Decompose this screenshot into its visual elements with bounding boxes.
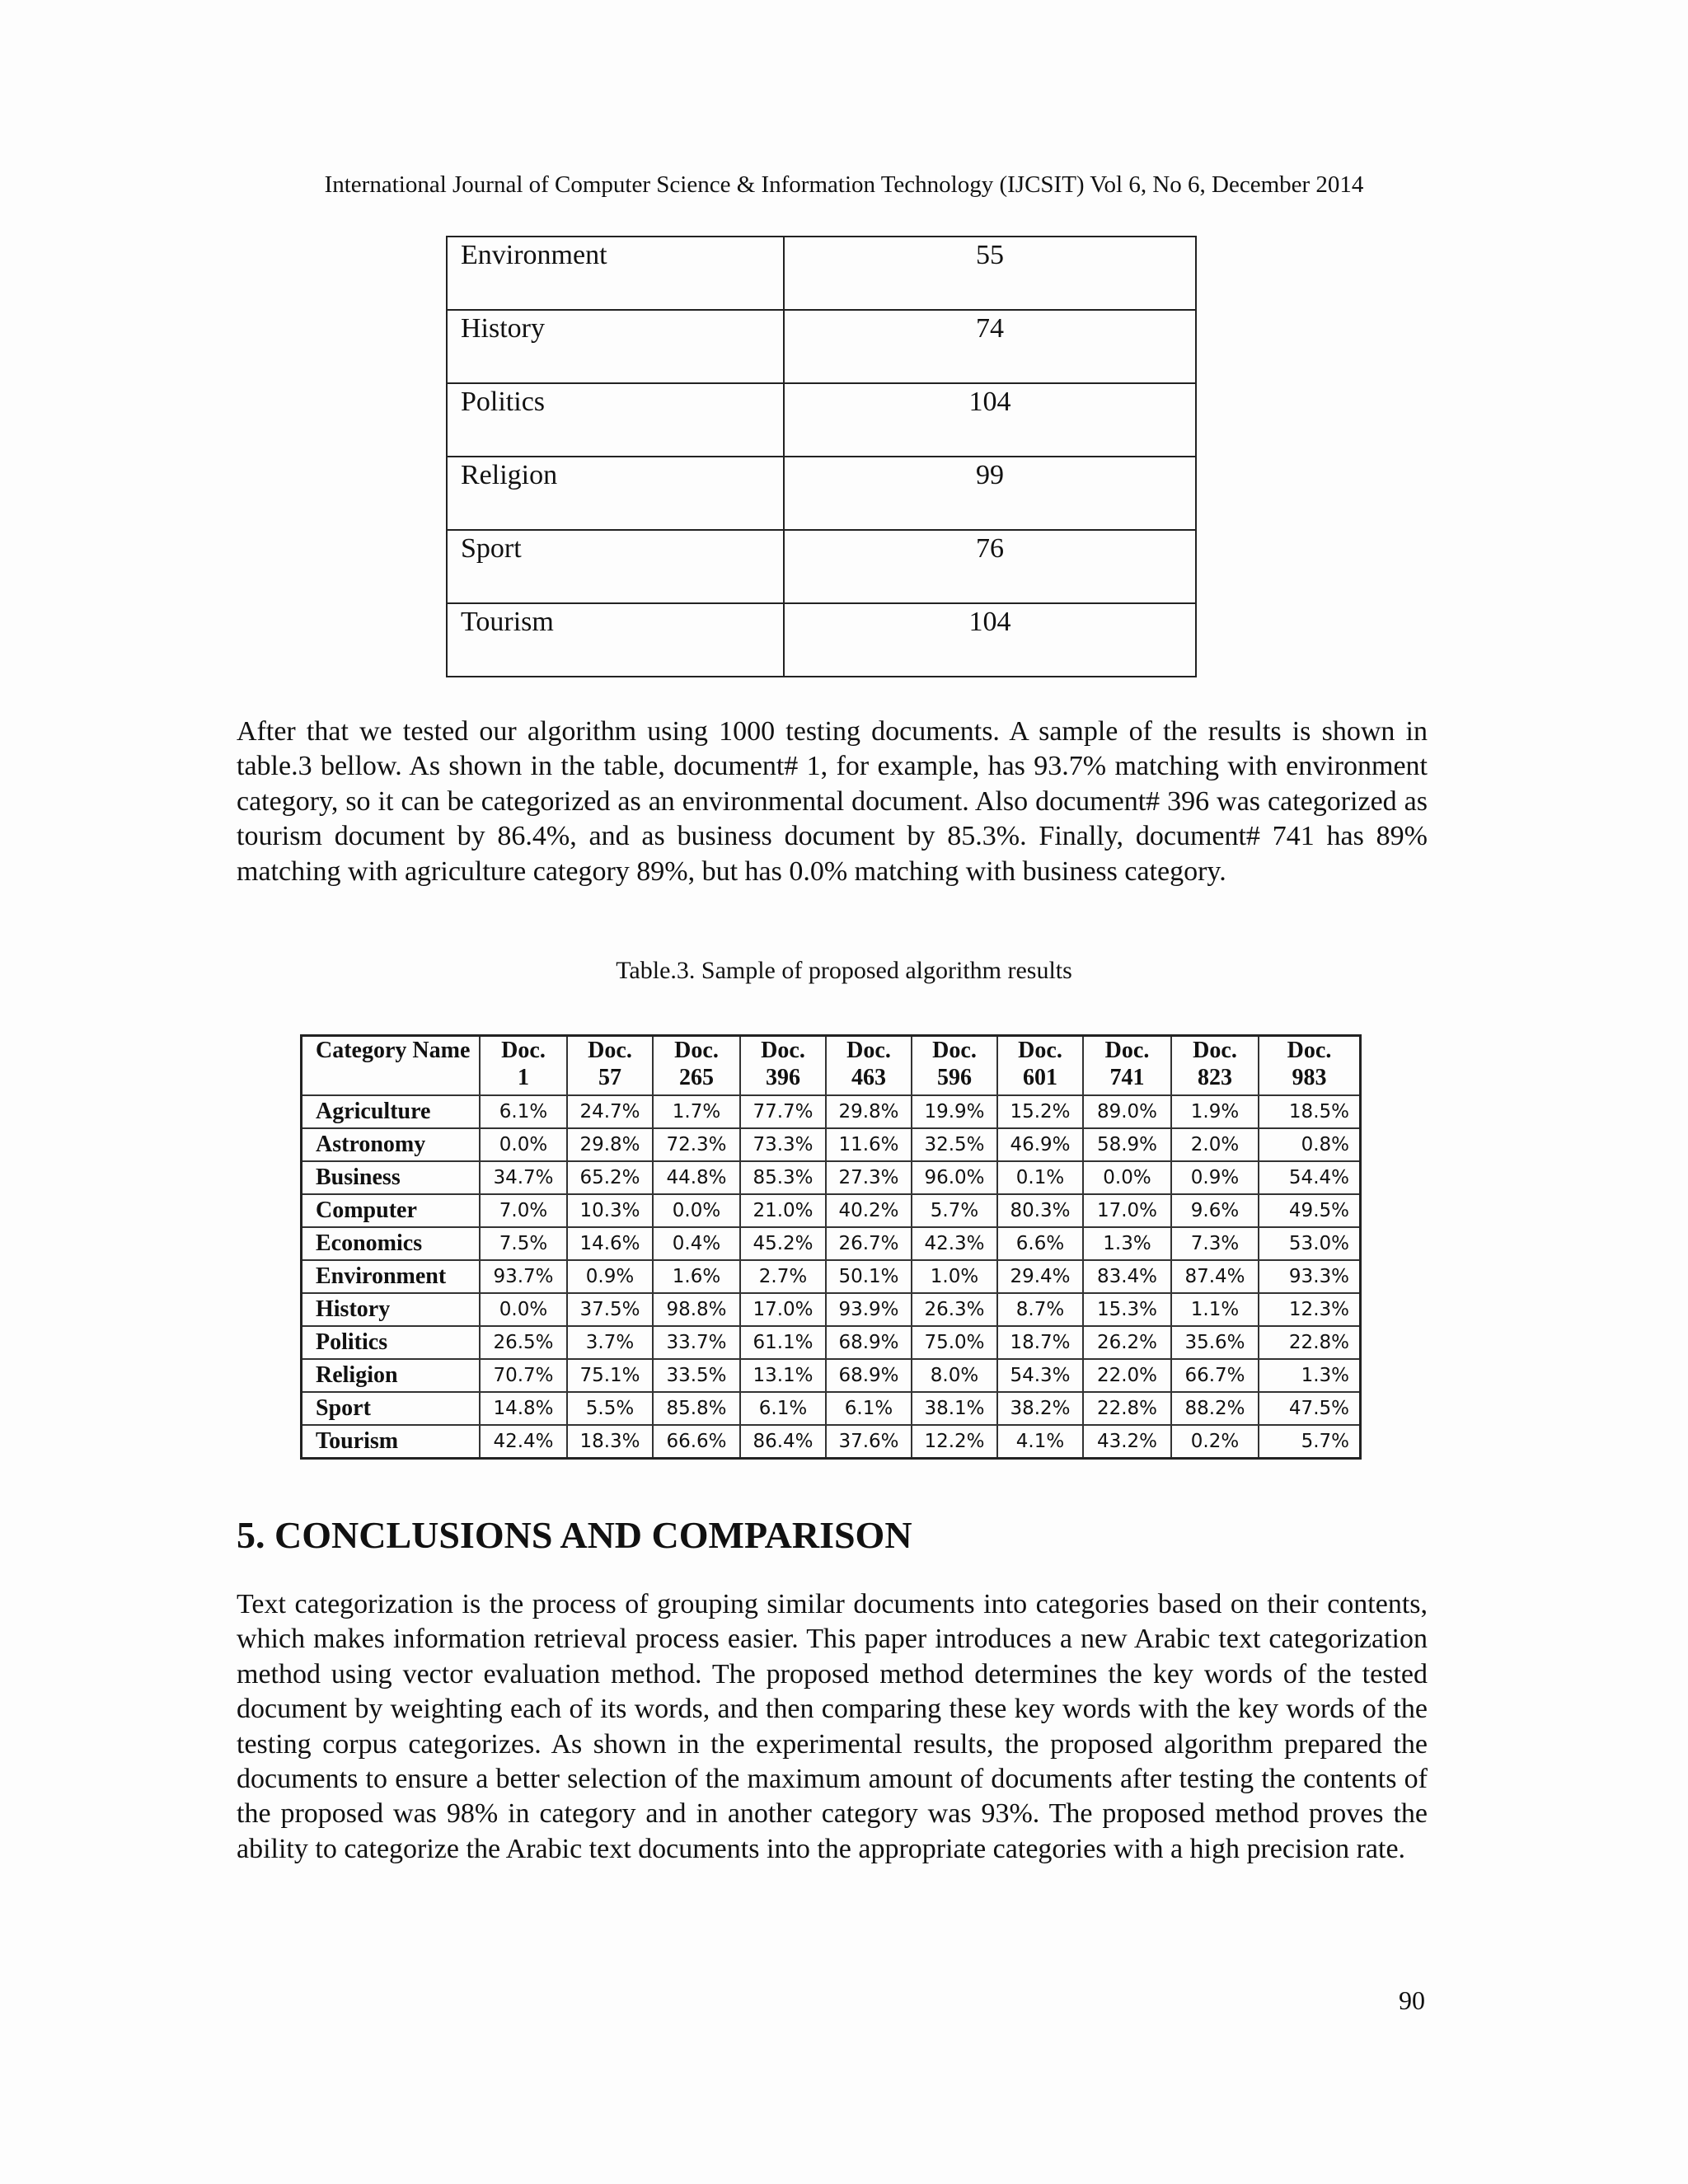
category-cell: Religion (447, 457, 784, 530)
header-doc-265 (653, 1036, 740, 1096)
count-cell: 99 (784, 457, 1196, 530)
count-cell: 76 (784, 530, 1196, 603)
table-row (447, 383, 1196, 457)
value-cell: 7.3% (1171, 1227, 1259, 1260)
value-cell: 85.3% (740, 1161, 826, 1194)
value-cell: 88.2% (1171, 1392, 1259, 1425)
value-cell: 13.1% (740, 1359, 826, 1392)
value-cell: 10.3% (567, 1194, 653, 1227)
row-category-name: History (302, 1293, 481, 1326)
doc-number: 396 (766, 1065, 800, 1090)
category-count-table (446, 236, 1197, 677)
value-cell: 1.7% (653, 1095, 740, 1128)
doc-label: Doc. (846, 1038, 891, 1063)
doc-number: 463 (851, 1065, 886, 1090)
value-cell: 85.8% (653, 1392, 740, 1425)
value-cell: 0.1% (997, 1161, 1083, 1194)
value-cell: 93.7% (480, 1260, 567, 1293)
value-cell: 7.0% (480, 1194, 567, 1227)
value-cell: 8.7% (997, 1293, 1083, 1326)
value-cell: 75.1% (567, 1359, 653, 1392)
category-cell: Politics (447, 383, 784, 457)
section-title: 5. CONCLUSIONS AND COMPARISON (237, 1514, 912, 1556)
value-cell: 29.8% (826, 1095, 912, 1128)
row-category-name: Business (302, 1161, 481, 1194)
value-cell: 5.5% (567, 1392, 653, 1425)
row-category-name: Tourism (302, 1425, 481, 1459)
value-cell: 1.3% (1083, 1227, 1171, 1260)
value-cell: 15.2% (997, 1095, 1083, 1128)
table-row (302, 1293, 1361, 1326)
value-cell: 33.7% (653, 1326, 740, 1359)
value-cell: 61.1% (740, 1326, 826, 1359)
doc-number: 265 (679, 1065, 714, 1090)
table-row (447, 530, 1196, 603)
value-cell: 70.7% (480, 1359, 567, 1392)
value-cell: 18.3% (567, 1425, 653, 1459)
header-doc-596 (912, 1036, 997, 1096)
value-cell: 7.5% (480, 1227, 567, 1260)
value-cell: 58.9% (1083, 1128, 1171, 1161)
category-cell: History (447, 310, 784, 383)
value-cell: 47.5% (1259, 1392, 1361, 1425)
header-doc-463 (826, 1036, 912, 1096)
value-cell: 93.9% (826, 1293, 912, 1326)
header-doc-823 (1171, 1036, 1259, 1096)
header-category-name: Category Name (302, 1036, 481, 1096)
value-cell: 21.0% (740, 1194, 826, 1227)
value-cell: 35.6% (1171, 1326, 1259, 1359)
doc-label: Doc. (1104, 1038, 1150, 1063)
value-cell: 38.1% (912, 1392, 997, 1425)
value-cell: 46.9% (997, 1128, 1083, 1161)
value-cell: 37.6% (826, 1425, 912, 1459)
value-cell: 98.8% (653, 1293, 740, 1326)
value-cell: 77.7% (740, 1095, 826, 1128)
page-number: 90 (1399, 1985, 1425, 2015)
value-cell: 86.4% (740, 1425, 826, 1459)
value-cell: 5.7% (1259, 1425, 1361, 1459)
count-cell: 104 (784, 603, 1196, 677)
value-cell: 19.9% (912, 1095, 997, 1128)
value-cell: 93.3% (1259, 1260, 1361, 1293)
value-cell: 0.2% (1171, 1425, 1259, 1459)
value-cell: 1.0% (912, 1260, 997, 1293)
row-category-name: Environment (302, 1260, 481, 1293)
value-cell: 45.2% (740, 1227, 826, 1260)
value-cell: 73.3% (740, 1128, 826, 1161)
value-cell: 6.1% (740, 1392, 826, 1425)
value-cell: 38.2% (997, 1392, 1083, 1425)
count-cell: 74 (784, 310, 1196, 383)
value-cell: 83.4% (1083, 1260, 1171, 1293)
value-cell: 18.5% (1259, 1095, 1361, 1128)
header-doc-741 (1083, 1036, 1171, 1096)
value-cell: 53.0% (1259, 1227, 1361, 1260)
doc-number: 601 (1023, 1065, 1057, 1090)
results-table (300, 1034, 1362, 1460)
table-row (302, 1359, 1361, 1392)
value-cell: 26.2% (1083, 1326, 1171, 1359)
table-row (302, 1326, 1361, 1359)
value-cell: 50.1% (826, 1260, 912, 1293)
value-cell: 4.1% (997, 1425, 1083, 1459)
table-caption: Table.3. Sample of proposed algorithm results (616, 957, 1072, 984)
doc-label: Doc. (501, 1038, 546, 1063)
value-cell: 54.4% (1259, 1161, 1361, 1194)
value-cell: 0.0% (1083, 1161, 1171, 1194)
header-doc-1 (480, 1036, 567, 1096)
value-cell: 0.9% (1171, 1161, 1259, 1194)
header-doc-396 (740, 1036, 826, 1096)
value-cell: 33.5% (653, 1359, 740, 1392)
value-cell: 26.7% (826, 1227, 912, 1260)
value-cell: 22.8% (1259, 1326, 1361, 1359)
value-cell: 32.5% (912, 1128, 997, 1161)
journal-header: International Journal of Computer Science & Information Technology (IJCSIT) Vol 6, No 6, December 2014 (324, 171, 1364, 198)
count-cell: 55 (784, 237, 1196, 310)
value-cell: 66.6% (653, 1425, 740, 1459)
table-row (302, 1194, 1361, 1227)
header-doc-57 (567, 1036, 653, 1096)
row-category-name: Politics (302, 1326, 481, 1359)
doc-label: Doc. (674, 1038, 719, 1063)
table-row (302, 1161, 1361, 1194)
doc-number: 596 (937, 1065, 972, 1090)
row-category-name: Astronomy (302, 1128, 481, 1161)
value-cell: 87.4% (1171, 1260, 1259, 1293)
row-category-name: Religion (302, 1359, 481, 1392)
doc-label: Doc. (1287, 1038, 1332, 1063)
category-cell: Tourism (447, 603, 784, 677)
value-cell: 11.6% (826, 1128, 912, 1161)
row-category-name: Economics (302, 1227, 481, 1260)
value-cell: 5.7% (912, 1194, 997, 1227)
doc-number: 1 (518, 1065, 529, 1090)
row-category-name: Computer (302, 1194, 481, 1227)
value-cell: 96.0% (912, 1161, 997, 1194)
value-cell: 0.0% (480, 1293, 567, 1326)
value-cell: 12.2% (912, 1425, 997, 1459)
table-row (447, 457, 1196, 530)
table-row (447, 603, 1196, 677)
conclusion-paragraph: Text categorization is the process of grouping similar documents into categories based on their contents, which makes information retrieval process easier. This paper introduces a new Arabic text categorization method using vector evaluation method. The proposed method determines the key words of the tested document by weighting each of its words, and then comparing these key words with the key words of the testing corpus categorizes. As shown in the experimental results, the proposed algorithm prepared the documents to ensure a better selection of the maximum amount of documents after testing the contents of the proposed was 98% in category and in another category was 93%. The proposed method proves the ability to categorize the Arabic text documents into the appropriate categories with a high precision rate. (237, 1589, 1428, 1864)
table-row (302, 1260, 1361, 1293)
value-cell: 1.3% (1259, 1359, 1361, 1392)
value-cell: 18.7% (997, 1326, 1083, 1359)
doc-number: 983 (1292, 1065, 1327, 1090)
value-cell: 26.3% (912, 1293, 997, 1326)
value-cell: 22.8% (1083, 1392, 1171, 1425)
value-cell: 29.8% (567, 1128, 653, 1161)
value-cell: 2.0% (1171, 1128, 1259, 1161)
value-cell: 0.8% (1259, 1128, 1361, 1161)
row-category-name: Agriculture (302, 1095, 481, 1128)
value-cell: 1.1% (1171, 1293, 1259, 1326)
value-cell: 44.8% (653, 1161, 740, 1194)
value-cell: 49.5% (1259, 1194, 1361, 1227)
value-cell: 68.9% (826, 1326, 912, 1359)
header-doc-601 (997, 1036, 1083, 1096)
value-cell: 68.9% (826, 1359, 912, 1392)
value-cell: 22.0% (1083, 1359, 1171, 1392)
value-cell: 65.2% (567, 1161, 653, 1194)
doc-label: Doc. (1193, 1038, 1237, 1063)
value-cell: 2.7% (740, 1260, 826, 1293)
value-cell: 75.0% (912, 1326, 997, 1359)
value-cell: 0.9% (567, 1260, 653, 1293)
table-row (302, 1227, 1361, 1260)
doc-label: Doc. (932, 1038, 977, 1063)
table-row (302, 1425, 1361, 1459)
header-doc-983 (1259, 1036, 1361, 1096)
results-paragraph: After that we tested our algorithm using 1000 testing documents. A sample of the results is shown in table.3 bellow. As shown in the table, document# 1, for example, has 93.7% matching with environment category, so it can be categorized as an environmental document. Also document# 396 was categorized as tourism document by 86.4%, and as business document by 85.3%. Finally, document# 741 has 89% matching with agriculture category 89%, but has 0.0% matching with business category. (237, 716, 1428, 887)
value-cell: 43.2% (1083, 1425, 1171, 1459)
value-cell: 26.5% (480, 1326, 567, 1359)
value-cell: 6.1% (480, 1095, 567, 1128)
value-cell: 24.7% (567, 1095, 653, 1128)
value-cell: 17.0% (740, 1293, 826, 1326)
value-cell: 66.7% (1171, 1359, 1259, 1392)
value-cell: 12.3% (1259, 1293, 1361, 1326)
doc-number: 57 (598, 1065, 621, 1090)
value-cell: 14.8% (480, 1392, 567, 1425)
value-cell: 0.4% (653, 1227, 740, 1260)
value-cell: 42.3% (912, 1227, 997, 1260)
doc-label: Doc. (761, 1038, 805, 1063)
value-cell: 89.0% (1083, 1095, 1171, 1128)
table-row (302, 1392, 1361, 1425)
value-cell: 0.0% (653, 1194, 740, 1227)
table-row (302, 1128, 1361, 1161)
row-category-name: Sport (302, 1392, 481, 1425)
value-cell: 37.5% (567, 1293, 653, 1326)
value-cell: 54.3% (997, 1359, 1083, 1392)
value-cell: 0.0% (480, 1128, 567, 1161)
value-cell: 9.6% (1171, 1194, 1259, 1227)
value-cell: 8.0% (912, 1359, 997, 1392)
value-cell: 34.7% (480, 1161, 567, 1194)
value-cell: 29.4% (997, 1260, 1083, 1293)
value-cell: 17.0% (1083, 1194, 1171, 1227)
count-cell: 104 (784, 383, 1196, 457)
value-cell: 1.6% (653, 1260, 740, 1293)
category-cell: Environment (447, 237, 784, 310)
doc-number: 741 (1109, 1065, 1145, 1090)
value-cell: 3.7% (567, 1326, 653, 1359)
value-cell: 6.1% (826, 1392, 912, 1425)
category-cell: Sport (447, 530, 784, 603)
value-cell: 15.3% (1083, 1293, 1171, 1326)
value-cell: 40.2% (826, 1194, 912, 1227)
value-cell: 72.3% (653, 1128, 740, 1161)
table-row (302, 1095, 1361, 1128)
value-cell: 27.3% (826, 1161, 912, 1194)
value-cell: 14.6% (567, 1227, 653, 1260)
table-row (447, 310, 1196, 383)
value-cell: 42.4% (480, 1425, 567, 1459)
table-row (447, 237, 1196, 310)
value-cell: 6.6% (997, 1227, 1083, 1260)
value-cell: 80.3% (997, 1194, 1083, 1227)
doc-number: 823 (1198, 1065, 1232, 1090)
doc-label: Doc. (588, 1038, 632, 1063)
value-cell: 1.9% (1171, 1095, 1259, 1128)
doc-label: Doc. (1018, 1038, 1062, 1063)
